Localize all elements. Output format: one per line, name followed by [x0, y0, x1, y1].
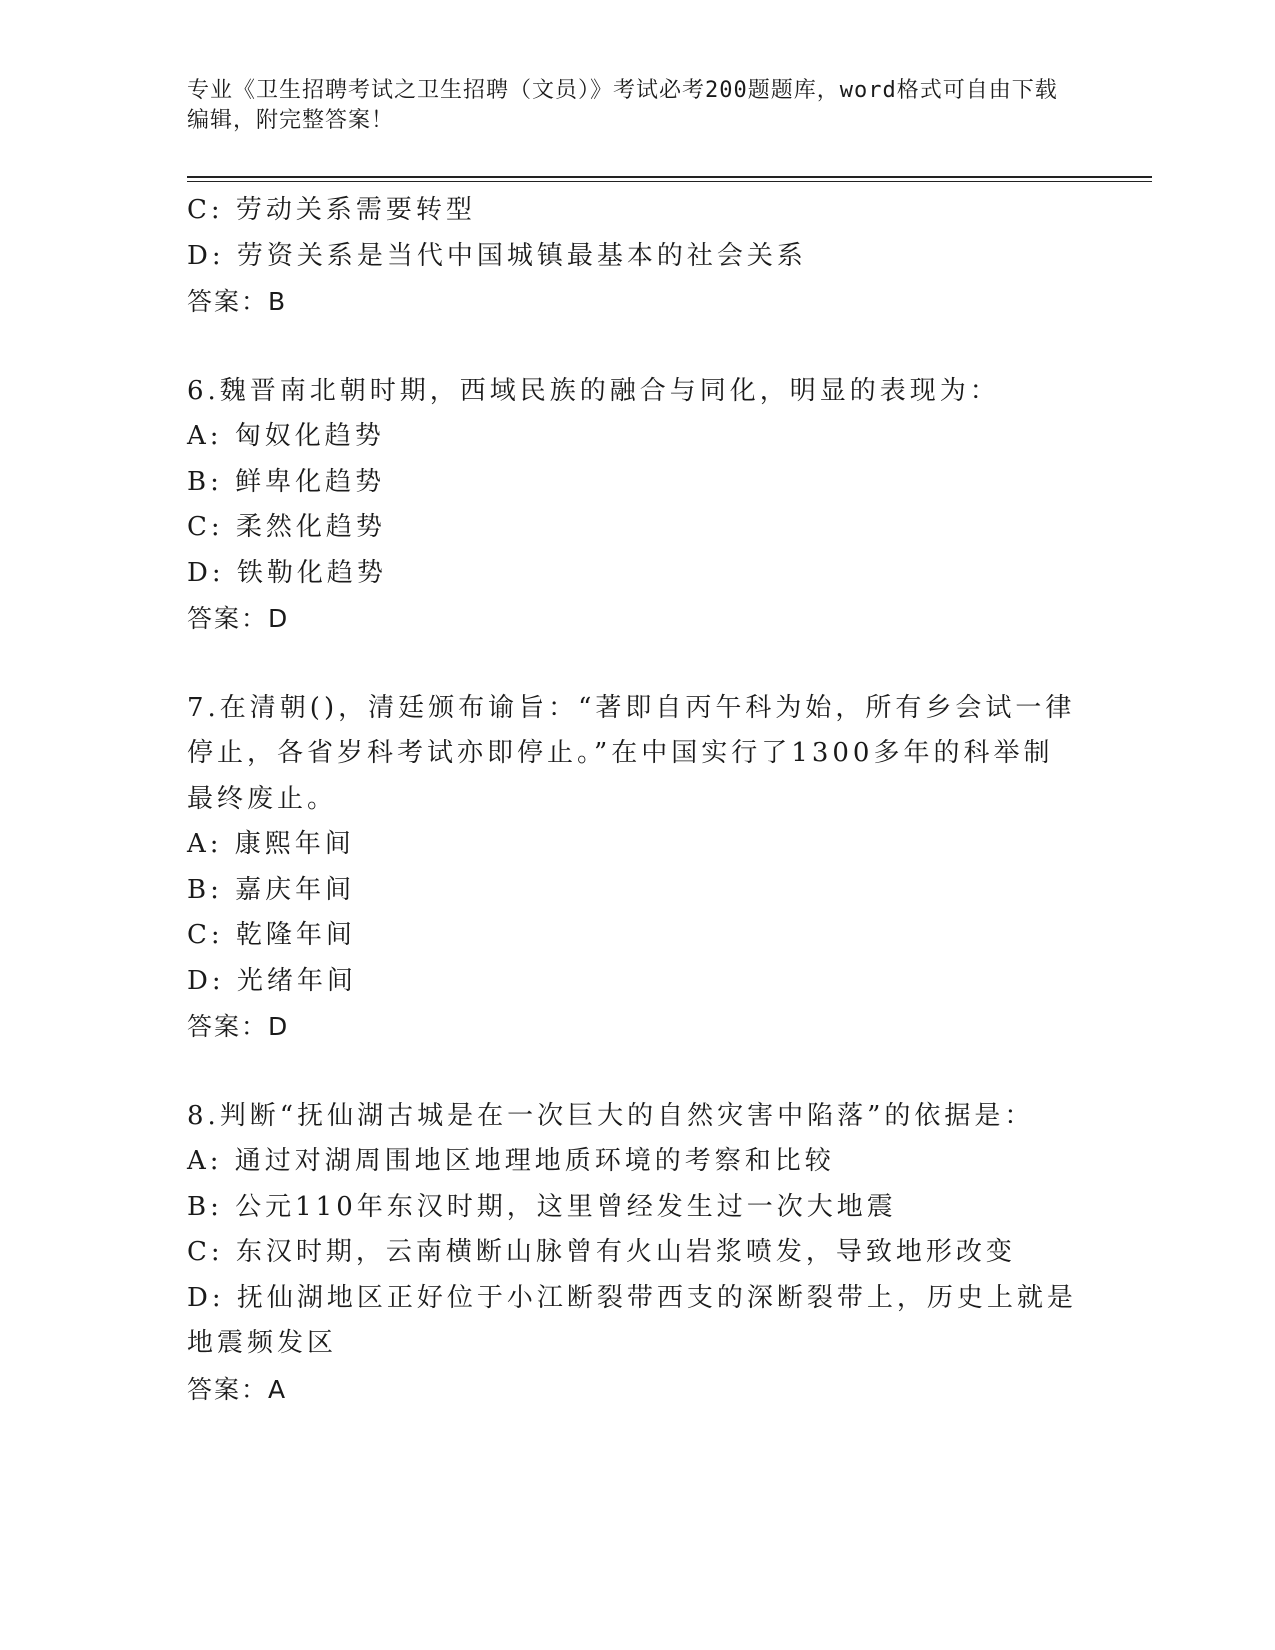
answer-label: 答案：B	[187, 287, 288, 316]
question-5-continued	[187, 188, 1087, 325]
option-c: C: 劳动关系需要转型	[187, 195, 476, 225]
option-c: C: 东汉时期，云南横断山脉曾有火山岩浆喷发，导致地形改变	[187, 1237, 1016, 1267]
option-d: D: 劳资关系是当代中国城镇最基本的社会关系	[187, 240, 807, 271]
header-divider-thick	[187, 176, 1152, 178]
document-header: 专业《卫生招聘考试之卫生招聘（文员）》考试必考200题题库，word格式可自由下载编辑，附完整答案！	[187, 78, 1058, 133]
answer-label: 答案：D	[187, 604, 290, 633]
question-stem: 7.在清朝()，清廷颁布谕旨：“著即自丙午科为始，所有乡会试一律停止，各省岁科考试亦即停止。”在中国实行了1300多年的科举制最终废止。	[187, 692, 1076, 814]
option-b: B: 公元110年东汉时期，这里曾经发生过一次大地震	[187, 1191, 897, 1222]
option-d: D: 光绪年间	[187, 965, 357, 996]
option-d: D: 抚仙湖地区正好位于小江断裂带西支的深断裂带上，历史上就是地震频发区	[187, 1282, 1077, 1358]
option-c: C: 乾隆年间	[187, 920, 356, 950]
option-a: A: 康熙年间	[187, 829, 355, 859]
option-c: C: 柔然化趋势	[187, 512, 386, 542]
spacer	[187, 642, 1087, 686]
question-8	[187, 1094, 1087, 1413]
header-divider-thin	[187, 181, 1152, 182]
question-stem: 8.判断“抚仙湖古城是在一次巨大的自然灾害中陷落”的依据是：	[187, 1100, 1035, 1131]
question-6	[187, 369, 1087, 642]
spacer	[187, 1050, 1087, 1094]
question-7	[187, 686, 1087, 1050]
option-b: B: 嘉庆年间	[187, 874, 356, 905]
option-d: D: 铁勒化趋势	[187, 557, 387, 588]
question-content	[187, 188, 1087, 1412]
option-b: B: 鲜卑化趋势	[187, 466, 386, 497]
answer-label: 答案：A	[187, 1374, 288, 1404]
spacer	[187, 325, 1087, 369]
question-stem: 6.魏晋南北朝时期，西域民族的融合与同化，明显的表现为：	[187, 375, 1000, 406]
option-a: A: 通过对湖周围地区地理地质环境的考察和比较	[187, 1146, 835, 1176]
answer-label: 答案：D	[187, 1012, 290, 1041]
option-a: A: 匈奴化趋势	[187, 421, 385, 451]
